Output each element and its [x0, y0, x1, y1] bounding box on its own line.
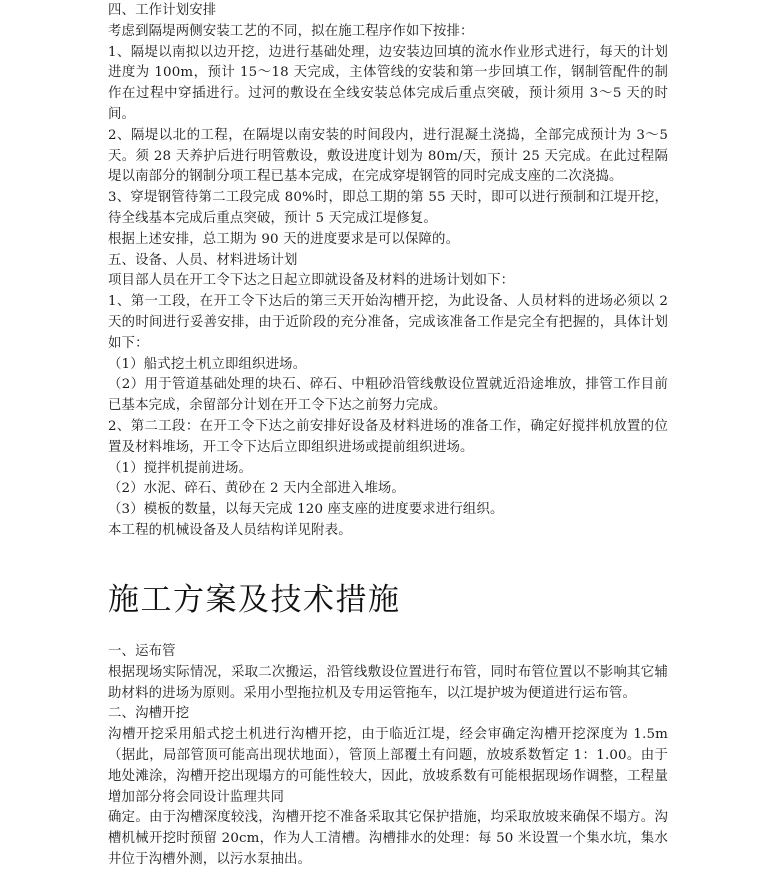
paragraph: 根据上述安排，总工期为 90 天的进度要求是可以保障的。 — [108, 231, 460, 247]
technical-measures-section — [108, 642, 668, 871]
list-item: （2）水泥、碎石、黄砂在 2 天内全部进入堆场。 — [108, 481, 405, 497]
list-item: （1）搅拌机提前进场。 — [108, 460, 253, 476]
list-item: （2）用于管道基础处理的块石、碎石、中粗砂沿管线敷设位置就近沿途堆放，排管工作目前已基本完成，余留部分计划在开工令下达之前努力完成。 — [108, 377, 668, 414]
section-heading-trench-excavation: 二、沟槽开挖 — [108, 706, 190, 722]
paragraph: 1、第一工段，在开工令下达后的第三天开始沟槽开挖，为此设备、人员材料的进场必须以 2 天的时间进行妥善安排，由于近阶段的充分准备，完成该准备工作是完全有把握的，具体计划如下： — [108, 294, 668, 351]
list-item: （3）模板的数量，以每天完成 120 座支座的进度要求进行组织。 — [108, 502, 504, 518]
list-item: （1）船式挖土机立即组织进场。 — [108, 356, 307, 372]
paragraph: 考虑到隔堤两侧安装工艺的不同，拟在施工程序作如下按排： — [108, 23, 474, 39]
paragraph: 项目部人员在开工令下达之日起立即就设备及材料的进场计划如下： — [108, 273, 515, 289]
section-heading-pipe-laying: 一、运布管 — [108, 644, 176, 659]
chapter-title: 施工方案及技术措施 — [108, 582, 401, 618]
paragraph: 2、隔堤以北的工程，在隔堤以南安装的时间段内，进行混凝土浇捣，全部完成预计为 3～5 天。须 28 天养护后进行明管敷设，敷设进度计划为 80m/天，预计 25 天完成。在此过程隔堤以南部分的钢制分项工程已基本完成，在完成穿堤钢管的同时完成支座的二次浇捣。 — [108, 127, 668, 185]
paragraph: 1、隔堤以南拟以边开挖，边进行基础处理，边安装边回填的流水作业形式进行，每天的计划进度为 100m，预计 15～18 天完成，主体管线的安装和第一步回填工作，钢制管配件的制作在过程中穿插进行。过河的敷设在全线安装总体完成后重点突破，预计须用 3～5 天的时间。 — [108, 44, 668, 122]
paragraph: 3、穿堤钢管待第二工段完成 80%时，即总工期的第 55 天时，即可以进行预制和江堤开挖，待全线基本完成后重点突破，预计 5 天完成江堤修复。 — [108, 190, 668, 226]
paragraph: 沟槽开挖采用船式挖土机进行沟槽开挖，由于临近江堤，经会审确定沟槽开挖深度为 1.5m（据此，局部管顶可能高出现状地面），管顶上部覆土有问题，放坡系数暂定 1：1.00。由于地处滩涂，沟槽开挖出现塌方的可能性较大，因此，放坡系数有可能根据现场作调整，工程量增加部分将会同设计监理共同 — [108, 727, 668, 805]
paragraph: 本工程的机械设备及人员结构详见附表。 — [108, 522, 352, 538]
section-heading-equipment-plan: 五、设备、人员、材料进场计划 — [108, 252, 298, 268]
paragraph: 2、第二工段：在开工令下达之前安排好设备及材料进场的准备工作，确定好搅拌机放置的位置及材料堆场，开工令下达后立即组织进场或提前组织进场。 — [108, 418, 668, 455]
section-heading-work-plan: 四、工作计划安排 — [108, 3, 217, 18]
work-plan-section — [108, 1, 668, 542]
paragraph: 确定。由于沟槽深度较浅，沟槽开挖不准备采取其它保护措施，均采取放坡来确保不塌方。沟槽机械开挖时预留 20cm，作为人工清槽。沟槽排水的处理：每 50 米设置一个集水坑，集水井位于沟槽外测，以污水泵抽出。 — [108, 810, 668, 867]
paragraph: 根据现场实际情况，采取二次搬运，沿管线敷设位置进行布管，同时布管位置以不影响其它辅助材料的进场为原则。采用小型拖拉机及专用运管拖车，以江堤护坡为便道进行运布管。 — [108, 664, 668, 701]
